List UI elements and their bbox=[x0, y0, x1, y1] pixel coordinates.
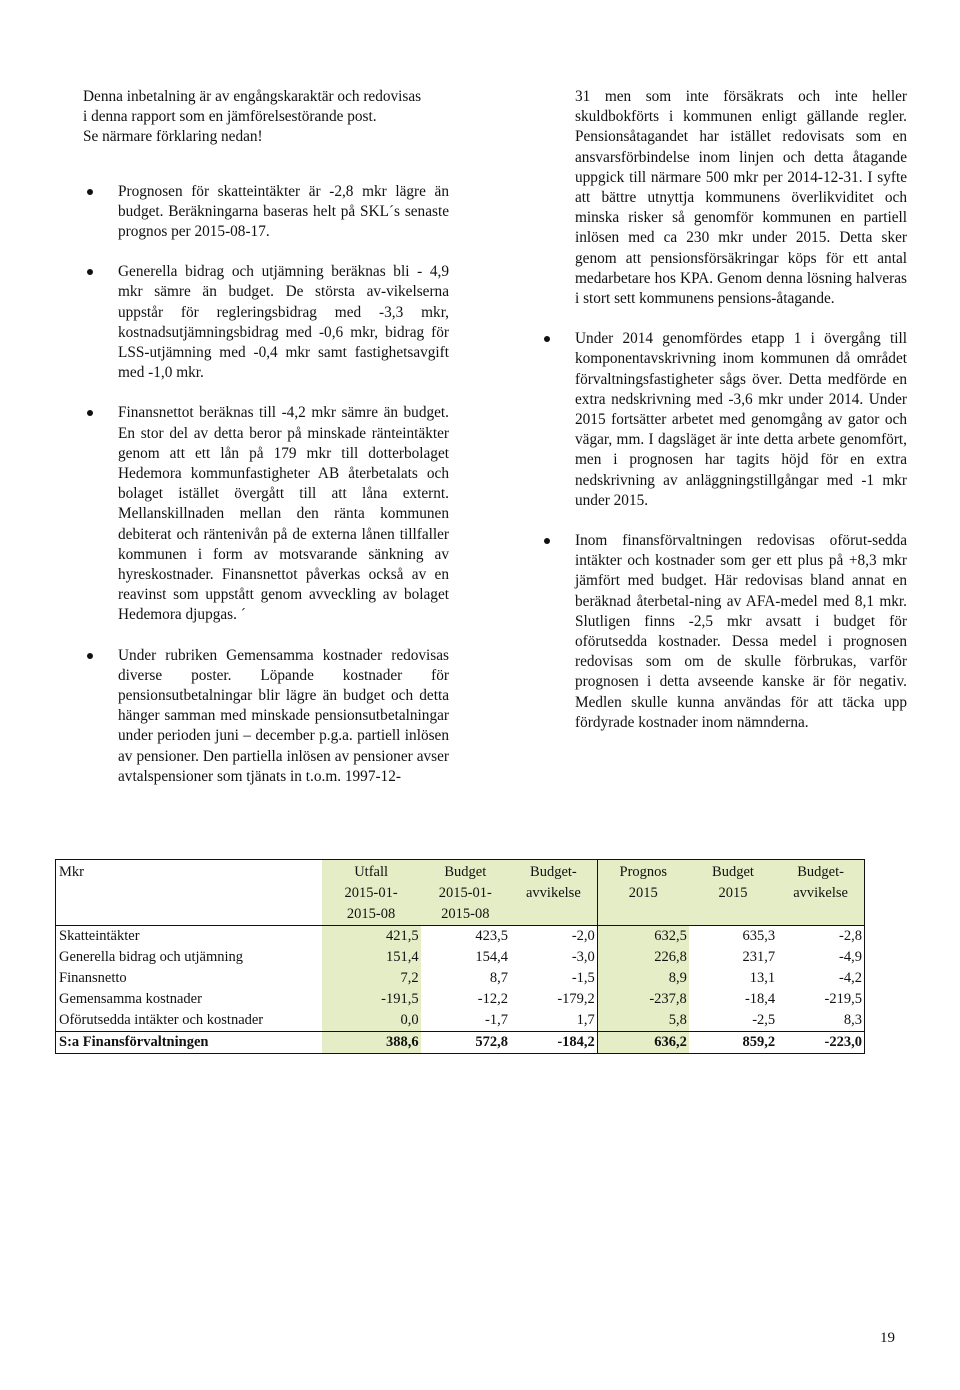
left-column bbox=[83, 87, 449, 787]
bullet-skatteintakter bbox=[83, 182, 449, 243]
bullet-text: Under 2014 genomfördes etapp 1 i övergång till komponentavskrivning inom kommunen då området förvaltningsfastigheter sågs över. Detta medförde en extra nedskrivning med -3,6 mkr under 2014. Under 2015 fortsätter arbetet med genomgång av gator och vägar, mm. I dagsläget är inte detta arbete genomfört, men i prognosen har tagits höjd för en extra nedskrivning av anläggningstillgångar med -1 mkr under 2015. bbox=[575, 330, 907, 509]
intro-line-3: Se närmare förklaring nedan! bbox=[83, 128, 263, 146]
bullet-text: Inom finansförvaltningen redovisas oförut-sedda intäkter och kostnader som ger ett plus på +8,3 mkr jämfört med budget. Här redovisas bland annat en beräknad återbetal-ning av AFA-medel med 8,1 mkr. Slutligen finns -2,5 mkr avsatt i budget för oförutsedda kostnader. Dessa medel i prognosen redovisas som om de skulle förbrukas, varför prognosen i detta avseende kanske är för negativ. Medlen skulle kunna användas för att täcka upp fördyrade kostnader inom nämnderna. bbox=[575, 532, 907, 731]
bullet-icon bbox=[544, 538, 550, 544]
pension-continuation: 31 men som inte försäkrats och inte heller skuldbokförts i kommunen enligt gällande regler. Pensionsåtagandet har istället redovisats som en ansvarsförbindelse inom linjen och detta åtagande uppgick till närmare 500 mkr per 2014-12-31. I syfte att bättre utnyttja kommunens överlikviditet och minska risker så genomför kommunen en partiell inlösen med ca 230 mkr under 2015. Detta sker genom att pensionsförsäkringar köps för ett antal medarbetare hos KPA. Genom denna lösning halveras i stort sett kommunens pensions-åtagande. bbox=[575, 88, 907, 308]
intro-line-2: i denna rapport som en jämförelsestörande post. bbox=[83, 108, 377, 126]
bullet-text: Generella bidrag och utjämning beräknas bli - 4,9 mkr sämre än budget. De största av-vikelserna uppstår för regleringsbidrag med -3,3 mkr, kostnadsutjämningsbidrag med -0,6 mkr, bidrag för LSS-utjämning med -0,4 mkr samt fastighetsavgift med -1,0 mkr. bbox=[118, 263, 449, 382]
table-header-row bbox=[56, 860, 865, 926]
finance-table bbox=[55, 859, 865, 1054]
header-prognos: Prognos 2015 bbox=[597, 860, 689, 926]
bullet-text: Under rubriken Gemensamma kostnader redovisas diverse poster. Löpande kostnader för pensionsutbetalningar blir lägre än budget och detta hänger samman med minskade pensionsutbetalningar under perioden juni – december p.g.a. partiell inlösen av pensioner. Den partiella inlösen av pensioner avser avtalspensioner som tjänats in t.o.m. 1997-12- bbox=[118, 646, 449, 785]
bullet-text: Finansnettot beräknas till -4,2 mkr sämre än budget. En stor del av detta beror på minskade ränteintäkter genom att ett lån på 179 mkr till dotterbolaget Hedemora kommunfastigheter AB återbetalats och bolaget istället övergått till att låna externt. Mellanskillnaden mellan den ränta kommunen debiterat och räntenivån på de externa lånen tillfaller kommunen i form av motsvarande sänkning av hyreskostnader. Finansnettot påverkas också av en reavinst som uppstått genom avveckling av bolaget Hedemora djupgas. ´ bbox=[118, 404, 449, 624]
header-avvikelse-period: Budget- avvikelse bbox=[510, 860, 597, 926]
bullet-icon bbox=[87, 189, 93, 195]
bullet-icon bbox=[87, 269, 93, 275]
header-utfall: Utfall 2015-01- 2015-08 bbox=[322, 860, 421, 926]
header-budget-year: Budget 2015 bbox=[689, 860, 777, 926]
table-row: Oförutsedda intäkter och kostnader 0,0 -1,7 1,7 5,8 -2,5 8,3 bbox=[56, 1010, 865, 1032]
bullet-generella-bidrag bbox=[83, 262, 449, 383]
right-column bbox=[540, 87, 907, 733]
intro-line-1: Denna inbetalning är av engångskaraktär och redovisas bbox=[83, 88, 422, 105]
bullet-icon bbox=[87, 410, 93, 416]
table-row: Skatteintäkter 421,5 423,5 -2,0 632,5 635,3 -2,8 bbox=[56, 926, 865, 948]
table-total-row: S:a Finansförvaltningen 388,6 572,8 -184,2 636,2 859,2 -223,0 bbox=[56, 1032, 865, 1054]
header-mkr: Mkr bbox=[56, 860, 322, 926]
table-row: Generella bidrag och utjämning 151,4 154,4 -3,0 226,8 231,7 -4,9 bbox=[56, 947, 865, 968]
bullet-finansnetto bbox=[83, 403, 449, 625]
header-avvikelse-year: Budget- avvikelse bbox=[777, 860, 864, 926]
bullet-icon bbox=[87, 653, 93, 659]
bullet-finansforvaltningen bbox=[540, 531, 907, 733]
bullet-gemensamma-kostnader bbox=[83, 646, 449, 787]
table-row: Gemensamma kostnader -191,5 -12,2 -179,2 -237,8 -18,4 -219,5 bbox=[56, 989, 865, 1010]
header-budget-period: Budget 2015-01- 2015-08 bbox=[421, 860, 510, 926]
page-number: 19 bbox=[880, 1330, 895, 1346]
bullet-komponentavskrivning bbox=[540, 329, 907, 511]
bullet-text: Prognosen för skatteintäkter är -2,8 mkr lägre än budget. Beräkningarna baseras helt på SKL´s senaste prognos per 2015-08-17. bbox=[118, 182, 449, 241]
bullet-icon bbox=[544, 336, 550, 342]
table-row: Finansnetto 7,2 8,7 -1,5 8,9 13,1 -4,2 bbox=[56, 968, 865, 989]
